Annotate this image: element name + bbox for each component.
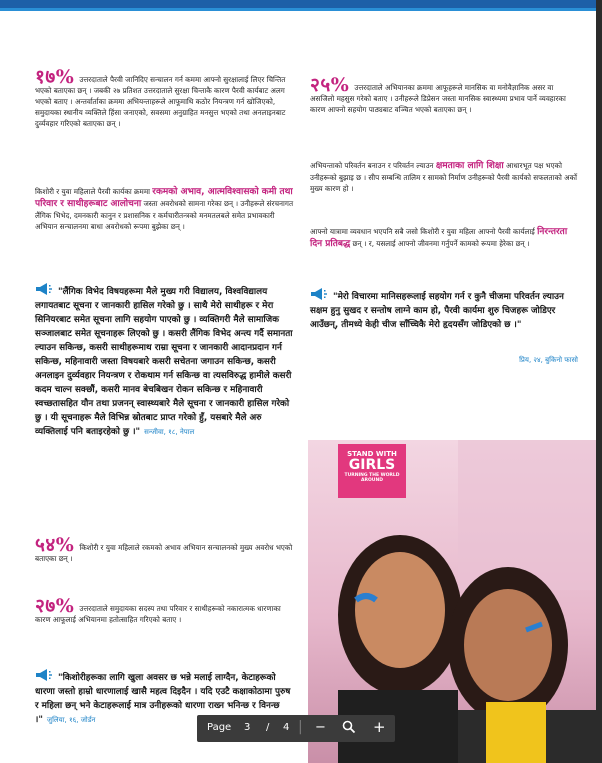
stat-text: किशोरी र युवा महिलाले रकमको अभाव अभियान सन्चालनको मुख्य अवरोध भएको बताएका छन् । [35, 543, 293, 563]
right-paragraph-2 [310, 226, 578, 250]
para-text: आधारभूत पक्ष भएको उनीहरूको बुझाइ छ । सीप सम्बन्धि तालिम र सामको निर्माण उनीहरूको पैरवी कार्यको सफलताको अर्को मुख्य कारण हो । [310, 161, 578, 193]
top-band [0, 0, 596, 8]
stat-percent: ५४% [35, 534, 75, 556]
quote-attribution: प्रिय, २४, बुकिनो फासो [519, 356, 578, 364]
stat-block-17 [35, 66, 297, 129]
page-toolbar [197, 715, 395, 742]
para-text: जस्ता अवरोधको सामना गरेका छन् । उनीहरूले संरचनागत लैंगिक भिभेद, दमनकारी कानुन र प्रशासनिक र कर्मचारीतन्त्रको मनमतलबले समेत प्रभावकारी अभियान सन्चालनमा बाधा अवरोधको रूपमा बुझेका छन् । [35, 199, 294, 231]
left-paragraph [35, 186, 297, 232]
sign-line: TURNING THE WORLD AROUND [344, 473, 400, 483]
megaphone-icon [35, 669, 55, 681]
quote-attribution: सन्जीवा, १८, नेपाल [144, 428, 195, 436]
stat-text: उत्तरदाताले पैरवी जानिदिए सन्चालन गर्न कममा आफ्नो सुरक्षालाई लिएर चिन्तित भएको बताएका छन् । जबकी २७ प्रतिशत उत्तरदाताले सुरक्षा चिन्ताकै कारण पैरवी कार्यबाट अलग भएको बताए । अन्तर्वार्ताका क्रममा अभियन्ताहरूले आफूमाथि कठोर नियन्त्रण गर्न खोजिएको, समुदायका स्थानीय व्यक्तिले हिंसा जनाएको, सवसमा अनुग्राहित मनसुत्त भएको तथा अनलाइनबाट दुर्व्यवहार गरिएको बताएका छन् । [35, 75, 286, 128]
zoom-out-button[interactable]: − [315, 720, 326, 735]
divider: | [298, 719, 303, 735]
stat-percent: २५% [310, 74, 350, 96]
megaphone-icon [35, 283, 55, 295]
stat-block-54 [35, 534, 297, 564]
para-text: किशोरी र युवा महिलाले पैरवी कार्यका क्रममा [35, 187, 153, 196]
quote-text: "मेरो विचारमा मानिसहरूलाई सहयोग गर्न र कुनै चीजमा परिवर्तन ल्याउन सक्षम हुनु सुखद र सन्तोष लाग्ने काम हो, पैरवी कार्यमा शुरु चिजहरू जोडिएर आउँछन्, तीमध्ये केही चीज साँच्चिकै मेरो हृदयसँग जोडिएको छ ।" [310, 292, 564, 330]
stat-text: उत्तरदाताले अभियानका क्रममा आफूहरूले मानसिक वा मनोवैज्ञानिक असर वा असजिलो महसुस गरेको बताए । उनीहरूले डिप्रेसन जस्ता मानसिक स्वास्थ्यमा प्रभाव पार्ने व्यवहारका कारण आफ्नो सहयोग पाठ्यबाट वञ्चित भएको बताएका छन् । [310, 83, 566, 114]
scrollbar[interactable] [596, 0, 602, 763]
sign-line: GIRLS [348, 457, 396, 473]
sign-line: STAND WITH [347, 450, 397, 458]
search-icon[interactable] [342, 720, 356, 737]
page-total: 4 [283, 722, 290, 733]
para-text: छन् । र, यसलाई आफ्नो जीवनमा गर्नुपर्ने कामको रूपमा हेरेका छन् । [350, 239, 530, 248]
stat-percent: १७% [35, 66, 75, 88]
quote-right [310, 288, 578, 332]
para-highlight: निरन्तरता दिन प्रतिबद्ध [310, 227, 568, 249]
megaphone-icon [310, 288, 330, 300]
para-highlight: क्षमताका लागि शिक्षा [435, 161, 504, 171]
stat-percent: २७% [35, 595, 75, 617]
page-current-input[interactable]: 3 [244, 722, 251, 733]
right-paragraph-1 [310, 160, 578, 194]
para-text: अभियन्ताको परिवर्तन बनाउन र परिवर्तन ल्याउन [310, 161, 436, 170]
top-band-accent [0, 8, 596, 11]
stand-with-girls-sign [338, 444, 406, 498]
quote-attribution: जुलिया, १६, जोर्डन [46, 716, 96, 724]
stat-block-27 [35, 595, 297, 625]
stat-text: उत्तरदाताले समुदायका सदस्य तथा परिवार र साथीहरूको नकारात्मक धारणाका कारण आफूलाई अभियानमा हतोत्साहित गरिएको बताए । [35, 604, 281, 624]
page-separator: / [266, 722, 270, 733]
para-text: आफ्नो यात्रामा व्यवधान भएपनि सबै जसो किशोरी र युवा महिला आफ्नो पैरवी कार्यलाई [310, 227, 538, 236]
stat-block-25 [310, 74, 578, 115]
quote-text: "किशोरीहरूका लागि खुला अवसर छ भन्ने मलाई लाग्दैन, केटाहरूको धारणा जस्तो हाम्रो धारणालाई खासै महत्व दिइदैन । यदि एउटै कक्षाकोठामा पुरुष र महिला छन् भने केटाहरूलाई मात्र उनीहरूको धारणा राख्न भनिन्छ र विनन्छ ।" [35, 673, 291, 725]
quote-main [35, 283, 297, 439]
quote-text: "लैंगिक विभेद विषयहरूमा मैले मुख्य गरी विद्यालय, विश्वविद्यालय लगायतबाट सूचना र जानकारी हासिल गरेको छु । साथै मेरो साथीहरू र मेरा सिनियरबाट समेत सूचना लागि सहयोग पाएको छु । व्यक्तिगरी मैले सामाजिक सञ्जालबाट समेत सूचनाहरू लिएको छु । कसरी लैंगिक विभेद अन्त्य गर्दै समानता ल्याउन सकिन्छ, कसरी साथीहरूमाथ राम्रा सूचना र जानकारी आदानप्रदान गर्न सकिन्छ, महिनावारी जस्ता विषयबारे कसरी सचेतना जगाउन सकिन्छ, कसरी अनलाइन दुर्व्यवहार नियन्त्रण र रोकथाम गर्न सकिन्छ वा त्यसविरुद्ध हामीले कसरी कदम चाल्न सक्छौं, कसरी मानव बेचबिखन रोकन सकिन्छ र महिनावारी स्वच्छतासहित यौन तथा प्रजनन् स्वास्थ्यबारे मैले सूचना र जानकारी हासिल गरेको छु । यी सूचनाहरू मैले विभिन्न स्रोतबाट प्राप्त गरेको हुँ, यसबारे मैले अरु व्यक्तिलाई पनि बताइरहेको छु ।" [35, 287, 293, 437]
page-label: Page [207, 722, 232, 733]
zoom-in-button[interactable]: + [373, 718, 386, 736]
para-highlight: रकमको अभाव, आत्मविश्वासको कमी तथा परिवार र साथीहरूबाट आलोचना [35, 187, 293, 209]
